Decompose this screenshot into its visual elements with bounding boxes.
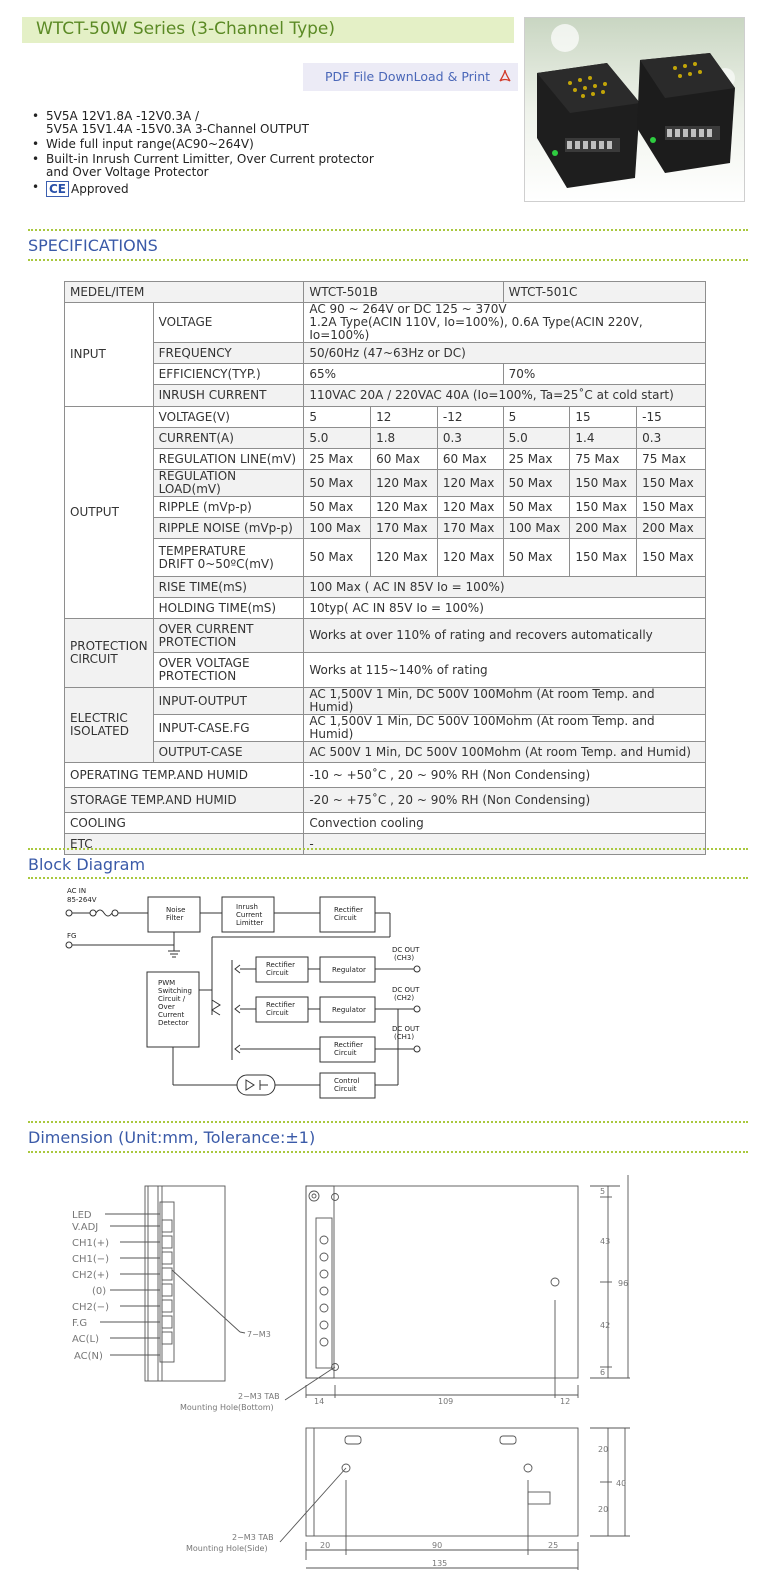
divider bbox=[28, 1121, 748, 1123]
svg-text:Circuit: Circuit bbox=[334, 1085, 357, 1093]
block-diagram bbox=[60, 885, 440, 1109]
svg-text:Circuit /: Circuit / bbox=[158, 995, 186, 1003]
table-row: ELECTRIC ISOLATED INPUT-OUTPUT AC 1,500V 1 Min, DC 500V 100Mohm (At room Temp. and Humid) bbox=[65, 688, 706, 715]
svg-text:40: 40 bbox=[616, 1479, 627, 1488]
svg-text:(CH1): (CH1) bbox=[394, 1033, 415, 1041]
table-row: FREQUENCY 50/60Hz (47~63Hz or DC) bbox=[65, 343, 706, 364]
svg-text:135: 135 bbox=[432, 1559, 448, 1568]
table-row: TEMPERATURE DRIFT 0~50ºC(mV) 50 Max 120 Max 120 Max 50 Max 150 Max 150 Max bbox=[65, 539, 706, 577]
svg-text:Rectifier: Rectifier bbox=[334, 906, 363, 914]
svg-text:FG: FG bbox=[67, 932, 77, 940]
table-row: ETC - bbox=[65, 834, 706, 855]
page-header bbox=[22, 17, 514, 43]
table-row: RIPPLE NOISE (mVp-p) 100 Max 170 Max 170 Max 100 Max 200 Max 200 Max bbox=[65, 518, 706, 539]
svg-text:(CH2): (CH2) bbox=[394, 994, 415, 1002]
svg-text:DC OUT: DC OUT bbox=[392, 1025, 420, 1033]
svg-text:109: 109 bbox=[438, 1397, 454, 1406]
page-title: WTCT-50W Series (3-Channel Type) bbox=[36, 19, 336, 39]
svg-text:Circuit: Circuit bbox=[334, 914, 357, 922]
pdf-icon bbox=[498, 69, 512, 86]
svg-text:43: 43 bbox=[600, 1237, 611, 1246]
svg-text:DC OUT: DC OUT bbox=[392, 986, 420, 994]
pdf-download-button[interactable] bbox=[303, 63, 518, 91]
table-row: MEDEL/ITEM WTCT-501B WTCT-501C bbox=[65, 282, 706, 303]
svg-text:90: 90 bbox=[432, 1541, 443, 1550]
table-row: COOLING Convection cooling bbox=[65, 813, 706, 834]
table-row: RISE TIME(mS) 100 Max ( AC IN 85V Io = 100%) bbox=[65, 577, 706, 598]
svg-text:CH1(−): CH1(−) bbox=[72, 1254, 110, 1265]
divider bbox=[28, 848, 748, 850]
svg-text:2−M3 TAB: 2−M3 TAB bbox=[238, 1392, 280, 1401]
svg-text:12: 12 bbox=[560, 1397, 571, 1406]
svg-text:42: 42 bbox=[600, 1321, 611, 1330]
pdf-download-label: PDF File DownLoad & Print bbox=[325, 69, 491, 84]
section-title-specs: SPECIFICATIONS bbox=[28, 236, 158, 255]
svg-text:AC(N): AC(N) bbox=[74, 1351, 103, 1362]
table-row: OPERATING TEMP.AND HUMID -10 ~ +50˚C , 20 ~ 90% RH (Non Condensing) bbox=[65, 763, 706, 788]
table-row: REGULATION LINE(mV) 25 Max 60 Max 60 Max 25 Max 75 Max 75 Max bbox=[65, 449, 706, 470]
list-item: • Wide full input range(AC90~264V) bbox=[32, 138, 374, 151]
table-row: HOLDING TIME(mS) 10typ( AC IN 85V Io = 100%) bbox=[65, 598, 706, 619]
svg-text:2−M3 TAB: 2−M3 TAB bbox=[232, 1533, 274, 1542]
svg-text:AC IN: AC IN bbox=[67, 887, 87, 895]
table-row: PROTECTION CIRCUIT OVER CURRENT PROTECTION Works at over 110% of rating and recovers automatically bbox=[65, 619, 706, 653]
svg-text:AC(L): AC(L) bbox=[72, 1334, 100, 1345]
svg-text:Over: Over bbox=[158, 1003, 175, 1011]
svg-text:Switching: Switching bbox=[158, 987, 192, 995]
svg-text:Mounting Hole(Bottom): Mounting Hole(Bottom) bbox=[180, 1403, 274, 1412]
svg-text:Inrush: Inrush bbox=[236, 903, 258, 911]
dimension-drawing bbox=[60, 1170, 700, 1579]
svg-text:Regulator: Regulator bbox=[332, 1006, 366, 1014]
svg-text:Regulator: Regulator bbox=[332, 966, 366, 974]
table-row: REGULATION LOAD(mV) 50 Max 120 Max 120 Max 50 Max 150 Max 150 Max bbox=[65, 470, 706, 497]
svg-text:Circuit: Circuit bbox=[266, 1009, 289, 1017]
table-row: EFFICIENCY(TYP.) 65% 70% bbox=[65, 364, 706, 385]
svg-text:CH1(+): CH1(+) bbox=[72, 1238, 110, 1249]
approved-text: Approved bbox=[71, 182, 129, 196]
table-row: INPUT-CASE.FG AC 1,500V 1 Min, DC 500V 100Mohm (At room Temp. and Humid) bbox=[65, 715, 706, 742]
table-row: OUTPUT-CASE AC 500V 1 Min, DC 500V 100Mohm (At room Temp. and Humid) bbox=[65, 742, 706, 763]
svg-text:Control: Control bbox=[334, 1077, 360, 1085]
divider bbox=[28, 877, 748, 879]
divider bbox=[28, 229, 748, 231]
svg-text:Circuit: Circuit bbox=[334, 1049, 357, 1057]
ce-mark-icon: CE bbox=[46, 181, 69, 197]
list-item bbox=[32, 181, 374, 197]
list-item: • 5V5A 12V1.8A -12V0.3A / 5V5A 15V1.4A -15V0.3A 3-Channel OUTPUT bbox=[32, 110, 374, 136]
table-row: INRUSH CURRENT 110VAC 20A / 220VAC 40A (Io=100%, Ta=25˚C at cold start) bbox=[65, 385, 706, 407]
svg-text:6: 6 bbox=[600, 1368, 606, 1377]
svg-text:Current: Current bbox=[236, 911, 263, 919]
svg-text:Rectifier: Rectifier bbox=[266, 961, 295, 969]
divider bbox=[28, 259, 748, 261]
table-row: INPUT VOLTAGE AC 90 ~ 264V or DC 125 ~ 370V 1.2A Type(ACIN 110V, Io=100%), 0.6A Type(ACIN 220V, Io=100%) bbox=[65, 303, 706, 343]
svg-text:(0): (0) bbox=[92, 1286, 107, 1297]
section-title-block: Block Diagram bbox=[28, 855, 146, 874]
spec-table bbox=[64, 281, 706, 855]
svg-text:CH2(+): CH2(+) bbox=[72, 1270, 110, 1281]
svg-text:Rectifier: Rectifier bbox=[334, 1041, 363, 1049]
svg-text:96: 96 bbox=[618, 1279, 629, 1288]
svg-text:20: 20 bbox=[598, 1445, 609, 1454]
svg-text:Limitter: Limitter bbox=[236, 919, 264, 927]
table-row: OUTPUT VOLTAGE(V) 5 12 -12 5 15 -15 bbox=[65, 407, 706, 428]
svg-text:Noise: Noise bbox=[166, 906, 186, 914]
svg-text:85-264V: 85-264V bbox=[67, 896, 97, 904]
svg-text:Filter: Filter bbox=[166, 914, 184, 922]
svg-text:Mounting Hole(Side): Mounting Hole(Side) bbox=[186, 1544, 268, 1553]
table-row: OVER VOLTAGE PROTECTION Works at 115~140% of rating bbox=[65, 653, 706, 688]
table-row: STORAGE TEMP.AND HUMID -20 ~ +75˚C , 20 ~ 90% RH (Non Condensing) bbox=[65, 788, 706, 813]
svg-text:(CH3): (CH3) bbox=[394, 954, 415, 962]
svg-text:Circuit: Circuit bbox=[266, 969, 289, 977]
product-photo bbox=[524, 17, 745, 202]
svg-text:Detector: Detector bbox=[158, 1019, 189, 1027]
svg-text:CH2(−): CH2(−) bbox=[72, 1302, 110, 1313]
svg-text:Current: Current bbox=[158, 1011, 185, 1019]
svg-text:20: 20 bbox=[598, 1505, 609, 1514]
svg-text:20: 20 bbox=[320, 1541, 331, 1550]
svg-text:DC OUT: DC OUT bbox=[392, 946, 420, 954]
svg-text:LED: LED bbox=[72, 1210, 92, 1221]
svg-text:25: 25 bbox=[548, 1541, 559, 1550]
svg-text:14: 14 bbox=[314, 1397, 325, 1406]
svg-text:PWM: PWM bbox=[158, 979, 176, 987]
svg-text:V.ADJ: V.ADJ bbox=[72, 1222, 99, 1233]
table-row: CURRENT(A) 5.0 1.8 0.3 5.0 1.4 0.3 bbox=[65, 428, 706, 449]
svg-text:7−M3: 7−M3 bbox=[247, 1330, 271, 1339]
list-item: • Built-in Inrush Current Limitter, Over Current protector and Over Voltage Protector bbox=[32, 153, 374, 179]
svg-text:F.G: F.G bbox=[72, 1318, 88, 1329]
divider bbox=[28, 1151, 748, 1153]
svg-text:Rectifier: Rectifier bbox=[266, 1001, 295, 1009]
svg-text:5: 5 bbox=[600, 1187, 606, 1196]
table-row: RIPPLE (mVp-p) 50 Max 120 Max 120 Max 50 Max 150 Max 150 Max bbox=[65, 497, 706, 518]
feature-list bbox=[32, 110, 374, 199]
section-title-dimension: Dimension (Unit:mm, Tolerance:±1) bbox=[28, 1128, 316, 1147]
